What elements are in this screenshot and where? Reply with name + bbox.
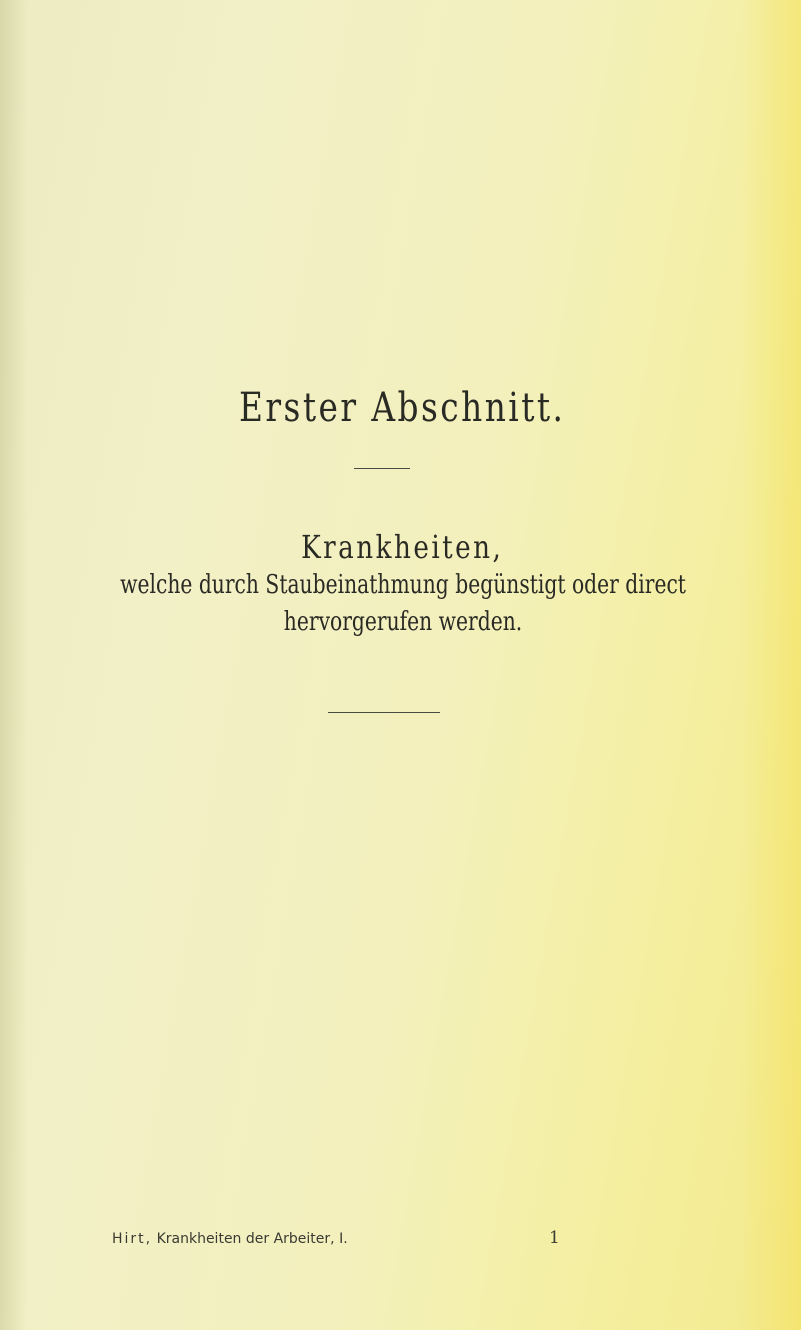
footer-signature-mark: 1	[549, 1228, 560, 1248]
section-title: Erster Abschnitt.	[239, 385, 566, 431]
section-end-rule	[328, 712, 440, 713]
footer-imprint	[112, 1231, 348, 1247]
section-description-line-1: welche durch Staubeinathmung begünstigt oder direct	[120, 570, 686, 600]
footer-author: Hirt,	[112, 1231, 153, 1247]
page-binding-shadow	[0, 0, 28, 1330]
section-description-line-2: hervorgerufen werden.	[283, 607, 523, 637]
footer-work-title: Krankheiten der Arbeiter, I.	[156, 1231, 348, 1247]
section-subtitle: Krankheiten,	[301, 528, 504, 566]
page-edge-discoloration	[741, 0, 801, 1330]
title-divider-rule	[354, 468, 410, 469]
